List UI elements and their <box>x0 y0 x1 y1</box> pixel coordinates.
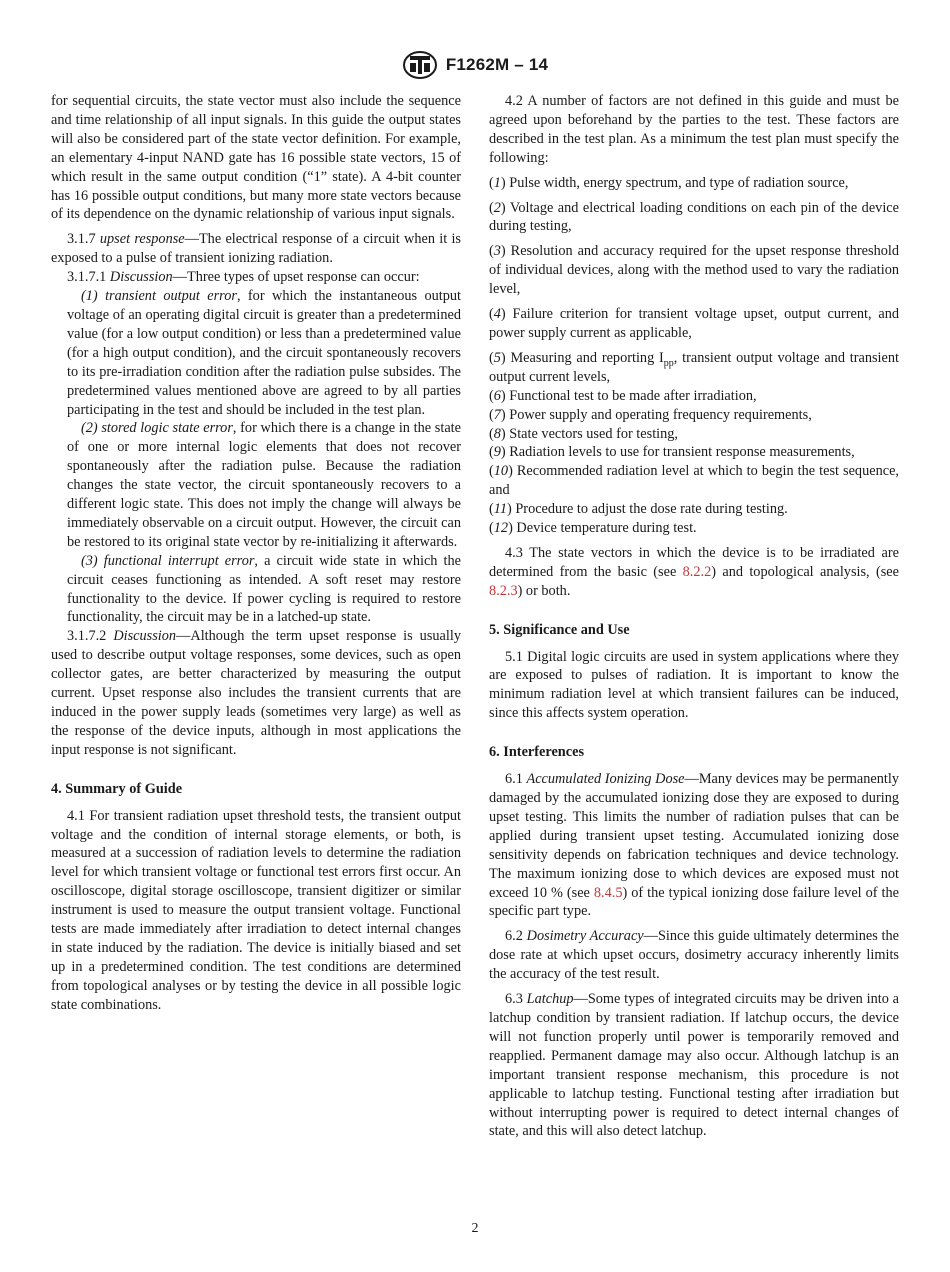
link-8-4-5[interactable]: 8.4.5 <box>593 884 623 901</box>
left-column <box>51 92 461 1015</box>
list-item-transient-output-error: (1) transient output error, for which the instantaneous output voltage of an operating digital circuit is greater than a predetermined value (for a low output condition) or less than a predetermined value (for a high output condition), and the circuit spontaneously recovers to its pre-irradiation condition after the radiation pulse subsides. The predetermined values mentioned above are agreed to by all parties participating in the test and should be included in the test plan. <box>67 288 461 418</box>
document-id: F1262M – 14 <box>445 55 549 74</box>
list-item-stored-logic-state-error: (2) stored logic state error, for which there is a change in the state of one or more internal logic elements that does not recover spontaneously after the radiation pulse. Because the radiation changes the state vector, the circuit spontaneously recovers to a different logic state. This does not imply the change will always be immediately observable on a circuit output. However, the circuit can be restored to its original state vector by re-initializing it afterwards. <box>67 420 461 550</box>
section-3-1-7-2: 3.1.7.2 Discussion—Although the term upset response is usually used to describe output voltage responses, some devices, such as open collector gates, are better characterized by measuring the output current. Upset response also includes the transient currents that are induced in the power supply leads (sometimes very large) as well as the response of the device inputs, although in most applications the input response is not significant. <box>51 628 461 758</box>
section-4-1: 4.1 For transient radiation upset threshold tests, the transient output voltage and the condition of internal storage elements, or both, is measured at a succession of radiation levels to determine the radiation level for which transient voltage or functional test errors first occur. An oscilloscope, digital storage oscilloscope, transient digitizer or similar instrument is used to measure the output transient voltage. Functional tests are made immediately after irradiation to detect internal changes in state induced by the radiation. The device is initially biased and set up in a predetermined condition. The test conditions are determined from topological analyses or by testing the device in all possible logic state combinations. <box>51 807 461 1013</box>
heading-summary-of-guide: 4. Summary of Guide <box>51 780 183 797</box>
section-6-1: 6.1 Accumulated Ionizing Dose—Many devices may be permanently damaged by the accumulated ionizing dose they are exposed to during upset testing. This limits the number of radiation pulses that can be applied during transient upset testing. Accumulated ionizing dose sensitivity depends on fabrication techniques and device technology. The maximum ionizing dose to which devices are exposed must not exceed 10 % (see 8.4.5) of the typical ionizing dose failure level of the specific part type. <box>489 771 899 920</box>
list-item-5: (5) Measuring and reporting $I_{pp}$, transient output voltage and transient output current levels, <box>489 349 899 385</box>
section-5-1: 5.1 Digital logic circuits are used in system applications where they are exposed to pulses of radiation. It is important to know the minimum radiation level at which transient failures can be induced, since this affects system operation. <box>489 648 899 722</box>
link-8-2-2[interactable]: 8.2.2 <box>682 563 712 580</box>
page-number: 2 <box>471 1221 479 1236</box>
heading-interferences: 6. Interferences <box>489 744 585 761</box>
heading-significance-and-use: 5. Significance and Use <box>489 621 630 638</box>
right-column <box>489 92 899 1141</box>
section-4-2: 4.2 A number of factors are not defined in this guide and must be agreed upon beforehand by the parties to the test. These factors are described in the test plan. As a minimum the test plan must specify the following: <box>489 93 899 166</box>
list-item-2: (2) Voltage and electrical loading conditions on each pin of the device during testing, <box>489 199 899 235</box>
list-item-1: (1) Pulse width, energy spectrum, and type of radiation source, <box>489 174 849 191</box>
list-item-11: (11) Procedure to adjust the dose rate during testing. <box>489 501 788 518</box>
section-6-2: 6.2 Dosimetry Accuracy—Since this guide ultimately determines the dose rate at which upset occurs, dosimetry accuracy inherently limits the accuracy of the test result. <box>489 928 900 983</box>
page-header <box>0 50 950 80</box>
list-item-9: (9) Radiation levels to use for transient response measurements, <box>489 444 855 461</box>
section-3-1-7: 3.1.7 upset response—The electrical response of a circuit when it is exposed to a pulse of transient ionizing radiation. <box>51 231 461 267</box>
paragraph-continued: for sequential circuits, the state vector must also include the sequence and time relationship of all input signals. In this guide the output states will also be considered part of the state vector definition. For example, an elementary 4-input NAND gate has 16 possible state vectors, 15 of which result in the same output condition (“1” state). A 4-bit counter has 16 possible output conditions, but many more state vectors because of its dependence on the dynamic relationship of various input signals. <box>51 93 461 223</box>
list-item-functional-interrupt-error: (3) functional interrupt error, a circuit wide state in which the circuit ceases functioning as intended. A soft reset may restore functionality to the device. If power cycling is required to restore functionality, the circuit may be in a latched-up state. <box>67 552 461 626</box>
list-item-10: (10) Recommended radiation level at which to begin the test sequence, and <box>489 463 899 499</box>
astm-logo-icon <box>402 50 438 80</box>
term-upset-response: upset response <box>99 231 185 248</box>
section-6-3: 6.3 Latchup—Some types of integrated circuits may be driven into a latchup condition by transient radiation. If latchup occurs, the device will not function properly until power is temporarily removed and reapplied. Permanent damage may also occur. Although latchup is an important transient response mechanism, this procedure is not applicable to latchup testing. Functional testing after irradiation but without interrupting power is required to detect internal changes of state, and this will also detect latchup. <box>489 991 899 1140</box>
link-8-2-3[interactable]: 8.2.3 <box>489 582 518 599</box>
list-item-6: (6) Functional test to be made after irradiation, <box>489 387 757 404</box>
list-item-3: (3) Resolution and accuracy required for the upset response threshold of individual devices, along with the method used to vary the radiation level, <box>489 243 899 298</box>
list-item-4: (4) Failure criterion for transient voltage upset, output current, and power supply current as applicable, <box>489 306 899 341</box>
section-3-1-7-1: 3.1.7.1 Discussion—Three types of upset response can occur: <box>67 269 420 286</box>
list-item-12: (12) Device temperature during test. <box>489 520 697 537</box>
section-4-3: 4.3 The state vectors in which the device is to be irradiated are determined from the basic (see 8.2.2) and topological analysis, (see 8.2.3) or both. <box>489 544 899 599</box>
list-item-8: (8) State vectors used for testing, <box>489 425 679 442</box>
list-item-7: (7) Power supply and operating frequency requirements, <box>489 406 812 423</box>
